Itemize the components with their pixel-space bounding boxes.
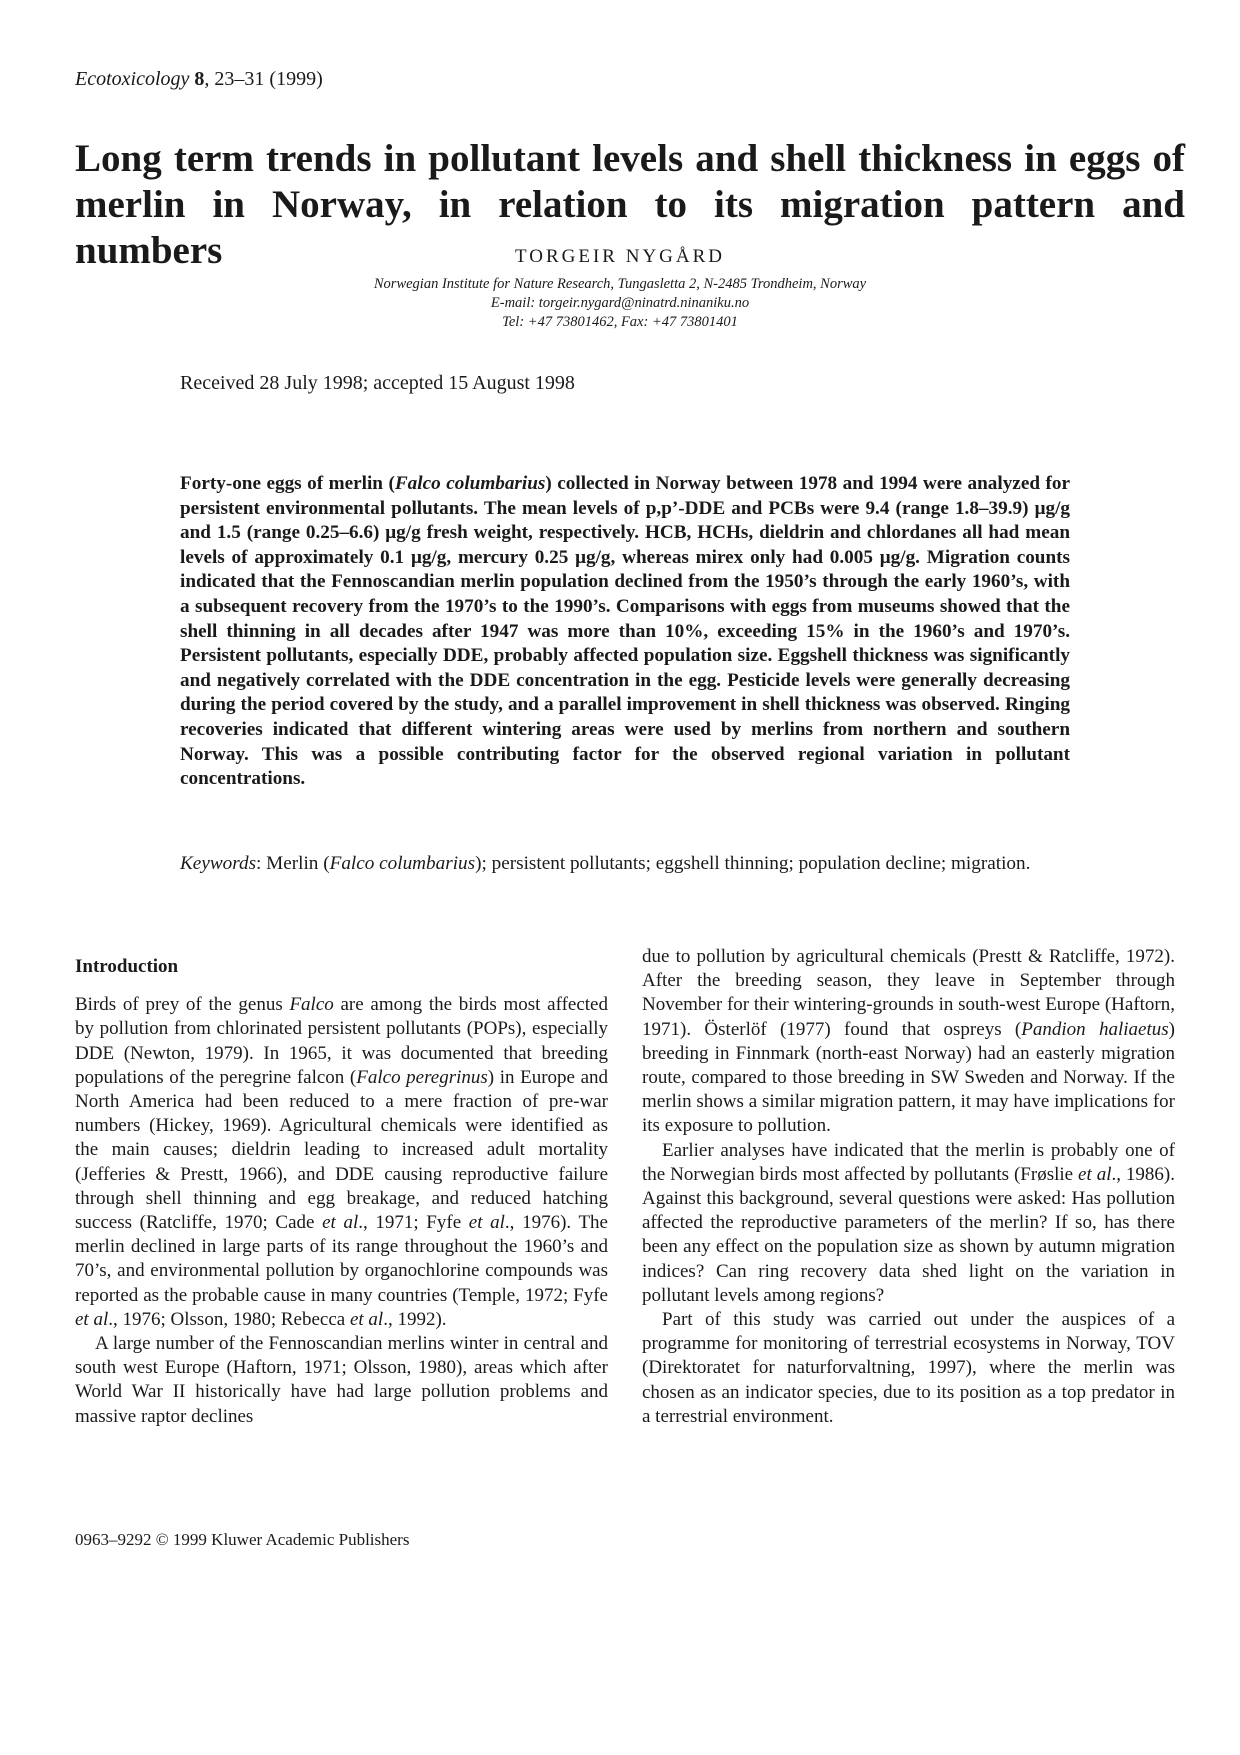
intro-text: ., 1976; Olsson, 1980; Rebecca (108, 1308, 350, 1330)
keywords-species: Falco columbarius (329, 853, 476, 874)
intro-text: Birds of prey of the genus (75, 994, 290, 1016)
affiliation-address: Norwegian Institute for Nature Research, Tungasletta 2, N-2485 Trondheim, Norway (373, 276, 867, 292)
intro-text: ., 1986). Against this background, several questions were asked: Has pollution affected the reproductive parameters of the merlin? If so, has there been any effect on the population size as shown by autumn migration indices? Can ring recovery data shed light on the variation in pollutant levels among regions? (642, 1163, 1176, 1306)
keywords-label: Keywords (180, 853, 257, 874)
journal-citation (75, 66, 323, 92)
abstract-species: Falco columbarius (394, 473, 546, 494)
abstract-part-2: ) collected in Norway between 1978 and 1994 were analyzed for persistent environmental pollutants. The mean levels of p,p’-DDE and PCBs were 9.4 (range 1.8–39.9) μg/g and 1.5 (range 0.25–6.6) μg/g fresh weight, respectively. HCB, HCHs, dieldrin and chlordanes all had mean levels of approximately 0.1 μg/g, mercury 0.25 μg/g, whereas mirex only had 0.005 μg/g. Migration counts indicated that the Fennoscandian merlin population declined from the 1950’s through the early 1960’s, with a subsequent recovery from the 1970’s to the 1990’s. Comparisons with eggs from museums showed that the shell thinning in all decades after 1947 was more than 10%, exceeding 15% in the 1960’s and 1970’s. Persistent pollutants, especially DDE, probably affected population size. Eggshell thickness was significantly and negatively correlated with the DDE concentration in the egg. Pesticide levels were generally decreasing during the period covered by the study, and a parallel improvement in shell thickness was observed. Ringing recoveries indicated that different wintering areas were used by merlins from northern and southern Norway. This was a possible contributing factor for the observed regional variation in pollutant concentrations. (180, 473, 1070, 790)
intro-italic: et al (1078, 1163, 1112, 1185)
title-line-2: merlin in Norway, in relation to its migration pattern and numbers (75, 183, 1185, 272)
keywords (180, 852, 1070, 877)
author-affiliation (0, 275, 1240, 332)
intro-italic: Pandion haliaetus (1021, 1018, 1169, 1040)
intro-text: ., 1992). (383, 1308, 447, 1330)
journal-pages: , 23–31 (1999) (204, 68, 323, 90)
abstract (180, 472, 1070, 792)
intro-paragraph-1 (75, 993, 608, 1332)
intro-text: are among the birds most affected by pollution from chlorinated persistent pollutants (POPs), especially DDE (Newton, 1979). In 1965, it was documented that breeding populations of the peregrine falcon ( (75, 994, 608, 1088)
keywords-part-2: ); persistent pollutants; eggshell thinning; population decline; migration. (475, 853, 1031, 874)
intro-paragraph-4: Part of this study was carried out under the auspices of a programme for monitoring of terrestrial ecosystems in Norway, TOV (Direktoratet for naturforvaltning, 1997), where the merlin was chosen as an indicator species, due to its position as a top predator in a terrestrial environment. (642, 1309, 1175, 1427)
intro-text: ., 1976). The merlin declined in large parts of its range throughout the 1960’s and 70’s, and environmental pollution by organochlorine compounds was reported as the probable cause in many countries (Temple, 1972; Fyfe (75, 1212, 608, 1306)
intro-paragraph-3 (642, 1139, 1175, 1308)
affiliation-phone: Tel: +47 73801462, Fax: +47 73801401 (502, 314, 738, 330)
keywords-part-1: : Merlin ( (256, 853, 330, 874)
intro-text: ., 1971; Fyfe (358, 1212, 469, 1234)
received-dates: Received 28 July 1998; accepted 15 August 1998 (180, 372, 575, 394)
intro-italic: et al (322, 1212, 359, 1234)
section-heading-introduction: Introduction (75, 956, 179, 977)
title-line-1: Long term trends in pollutant levels and shell thickness in eggs of (75, 137, 1185, 180)
intro-text: Earlier analyses have indicated that the merlin is probably one of the Norwegian birds most affected by pollutants (Frøslie (642, 1139, 1175, 1185)
author-name: TORGEIR NYGÅRD (514, 246, 725, 267)
abstract-part-1: Forty-one eggs of merlin ( (180, 473, 395, 494)
intro-italic: Falco (289, 994, 334, 1016)
intro-italic: et al (75, 1308, 109, 1330)
intro-text: ) breeding in Finnmark (north-east Norway) had an easterly migration route, compared to those breeding in SW Sweden and Norway. If the merlin shows a similar migration pattern, it may have implications for its exposure to pollution. (642, 1018, 1175, 1137)
right-column (642, 945, 1175, 1429)
intro-paragraph-2-continued (642, 945, 1175, 1139)
affiliation-email: E-mail: torgeir.nygard@ninatrd.ninaniku.no (490, 295, 750, 311)
journal-volume: 8 (194, 68, 205, 90)
intro-text: ) in Europe and North America had been reduced to a mere fraction of pre-war numbers (Hickey, 1969). Agricultural chemicals were identified as the main causes; dieldrin leading to increased adult mortality (Jefferies & Prestt, 1966), and DDE causing reproductive failure through shell thinning and egg breakage, and reduced hatching success (Ratcliffe, 1970; Cade (75, 1066, 609, 1234)
intro-italic: et al (349, 1308, 384, 1330)
journal-name: Ecotoxicology (75, 68, 190, 90)
intro-text: due to pollution by agricultural chemicals (Prestt & Ratcliffe, 1972). After the breeding season, they leave in September through November for their wintering-grounds in south-west Europe (Haftorn, 1971). Österlöf (1977) found that ospreys ( (642, 946, 1175, 1040)
copyright-footer: 0963–9292 © 1999 Kluwer Academic Publishers (75, 1530, 410, 1549)
intro-italic: Falco peregrinus (356, 1066, 488, 1088)
left-column (75, 945, 608, 1429)
intro-paragraph-2: A large number of the Fennoscandian merlins winter in central and south west Europe (Haftorn, 1971; Olsson, 1980), areas which after World War II historically have had large pollution problems and massive raptor declines (75, 1333, 608, 1427)
intro-italic: et al (468, 1212, 505, 1234)
